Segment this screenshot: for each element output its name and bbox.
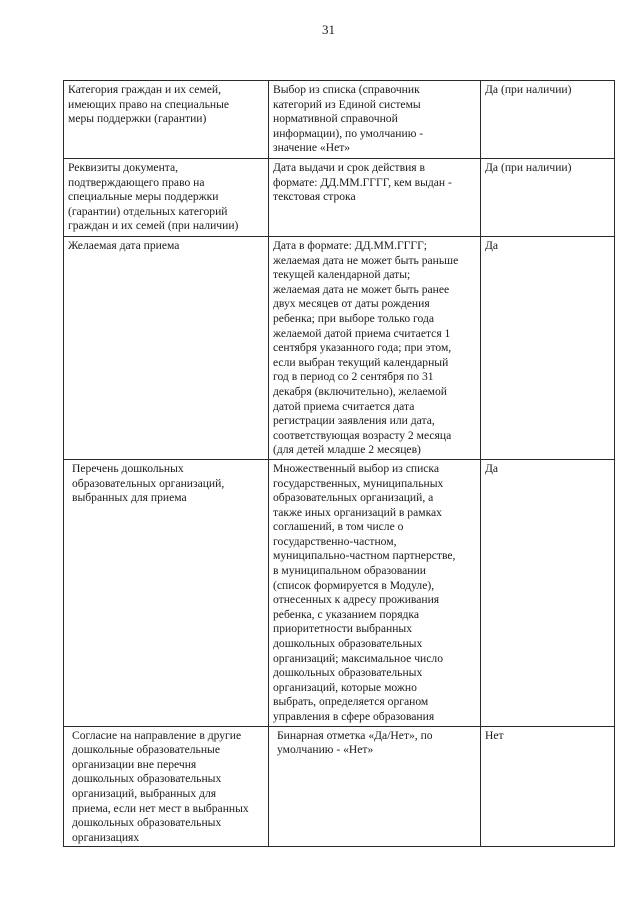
field-required: Нет [485,728,504,742]
field-name: Категория граждан и их семей, имеющих право на специальные меры поддержки (гарантии) [68,83,230,126]
table-row [64,81,615,159]
field-required-cell [481,237,615,460]
field-description: Множественный выбор из списка государственных, муниципальных образовательных организаций, а также иных организаций в рамках соглашений, в том числе о государственно-частном, муниципально-частном партнерстве, в муниципальном образовании (список формируется в Модуле), отнесенных к адресу проживания ребенка, с указанием порядка приоритетности выбранных дошкольных образовательных организаций; максимальное число дошкольных образовательных организаций, которые можно выбрать, определяется органом управления в сфере образования [273,461,456,723]
field-description: Дата в формате: ДД.ММ.ГГГГ; желаемая дата не может быть раньше текущей календарной даты; желаемая дата не может быть ранее двух месяцев от даты рождения ребенка; при выборе только года желаемой датой приема считается 1 сентября указанного года; при этом, если выбран текущий календарный год в период со 2 сентября по 31 декабря (включительно), желаемой датой приема считается дата регистрации заявления или дата, соответствующая возрасту 2 месяца (для детей младше 2 месяцев) [273,239,459,457]
field-name-cell [64,237,269,460]
field-name-cell [64,159,269,237]
field-description: Бинарная отметка «Да/Нет», по умолчанию - «Нет» [277,728,433,757]
field-required-cell [481,459,615,726]
field-description: Дата выдачи и срок действия в формате: ДД.ММ.ГГГГ, кем выдан - текстовая строка [273,161,452,204]
field-description: Выбор из списка (справочник категорий из Единой системы нормативной справочной информации), по умолчанию - значение «Нет» [273,83,424,155]
field-required: Да [485,239,499,252]
field-required-cell [481,726,615,847]
field-name-cell [64,726,269,847]
field-required-cell [481,159,615,237]
field-required-cell [481,81,615,159]
field-required: Да (при наличии) [485,161,572,174]
field-description-cell [269,81,481,159]
field-name-cell [64,459,269,726]
field-description-cell [269,726,481,847]
field-name: Желаемая дата приема [68,239,180,252]
field-name-cell [64,81,269,159]
field-name: Перечень дошкольных образовательных организаций, выбранных для приема [72,461,225,505]
field-description-cell [269,237,481,460]
field-name: Реквизиты документа, подтверждающего право на специальные меры поддержки (гарантии) отдельных категорий граждан и их семей (при наличии) [68,161,239,233]
field-name: Согласие на направление в другие дошкольные образовательные организации вне перечня дошкольных образовательных организаций, выбранных для приема, если нет мест в выбранных дошкольных образовательных организациях [72,728,249,844]
field-description-cell [269,459,481,726]
requirements-table [63,80,615,847]
field-description-cell [269,159,481,237]
table-row [64,726,615,847]
table-row [64,459,615,726]
page-number: 31 [322,22,335,37]
field-required: Да [485,461,499,475]
field-required: Да (при наличии) [485,83,572,96]
table-row [64,159,615,237]
table-row [64,237,615,460]
